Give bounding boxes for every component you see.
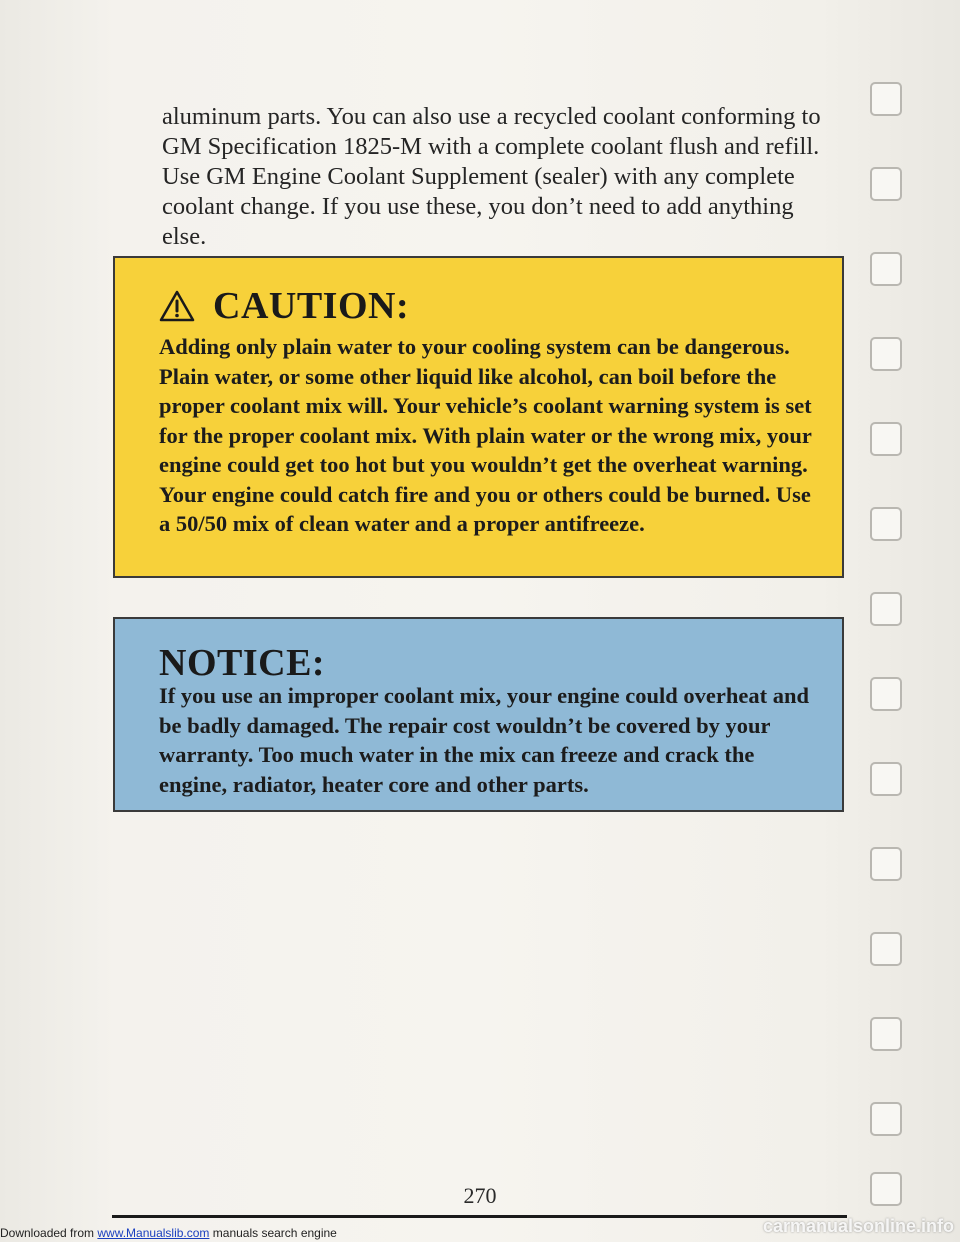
- caution-box: [113, 256, 844, 578]
- index-tab-icon: [870, 1102, 902, 1136]
- caution-heading-label: CAUTION:: [213, 285, 410, 327]
- caution-heading: [159, 284, 409, 328]
- index-tab-icon: [870, 932, 902, 966]
- manualslib-link[interactable]: www.Manualslib.com: [97, 1226, 210, 1240]
- download-watermark: [0, 1226, 337, 1240]
- index-tab-icon: [870, 507, 902, 541]
- watermark-suffix: manuals search engine: [209, 1226, 337, 1240]
- index-tab-icon: [870, 167, 902, 201]
- index-tab-icon: [870, 592, 902, 626]
- index-tab-icon: [870, 677, 902, 711]
- page-number: 270: [463, 1183, 497, 1208]
- notice-text: If you use an improper coolant mix, your engine could overheat and be badly damaged. The repair cost wouldn’t be covered by your warranty. Too much water in the mix can freeze and crack the engine, radiator, heater core and other parts.: [159, 683, 810, 797]
- index-tab-icon: [870, 337, 902, 371]
- body-paragraph: aluminum parts. You can also use a recycled coolant conforming to GM Specification 1825-M with a complete coolant flush and refill. Use GM Engine Coolant Supplement (sealer) with any complete coolant change. If you use these, you don’t need to add anything else.: [162, 103, 821, 250]
- notice-heading-label: NOTICE:: [159, 642, 326, 684]
- footer-rule: [112, 1215, 847, 1218]
- caution-text: Adding only plain water to your cooling system can be dangerous. Plain water, or some other liquid like alcohol, can boil before the proper coolant mix will. Your vehicle’s coolant warning system is set for the proper coolant mix. With plain water or the wrong mix, your engine could get too hot but you wouldn’t get the overheat warning. Your engine could catch fire and you or others could be burned. Use a 50/50 mix of clean water and a proper antifreeze.: [159, 334, 812, 536]
- index-tab-icon: [870, 422, 902, 456]
- index-tab-icon: [870, 847, 902, 881]
- site-watermark: carmanualsonline.info: [762, 1216, 954, 1236]
- notice-box: [113, 617, 844, 812]
- watermark-prefix: Downloaded from: [0, 1226, 98, 1240]
- index-tab-icon: [870, 252, 902, 286]
- notice-heading: [159, 641, 325, 685]
- warning-triangle-icon: [159, 290, 195, 322]
- index-tab-icon: [870, 1017, 902, 1051]
- index-tab-icon: [870, 762, 902, 796]
- index-tab-icon: [870, 82, 902, 116]
